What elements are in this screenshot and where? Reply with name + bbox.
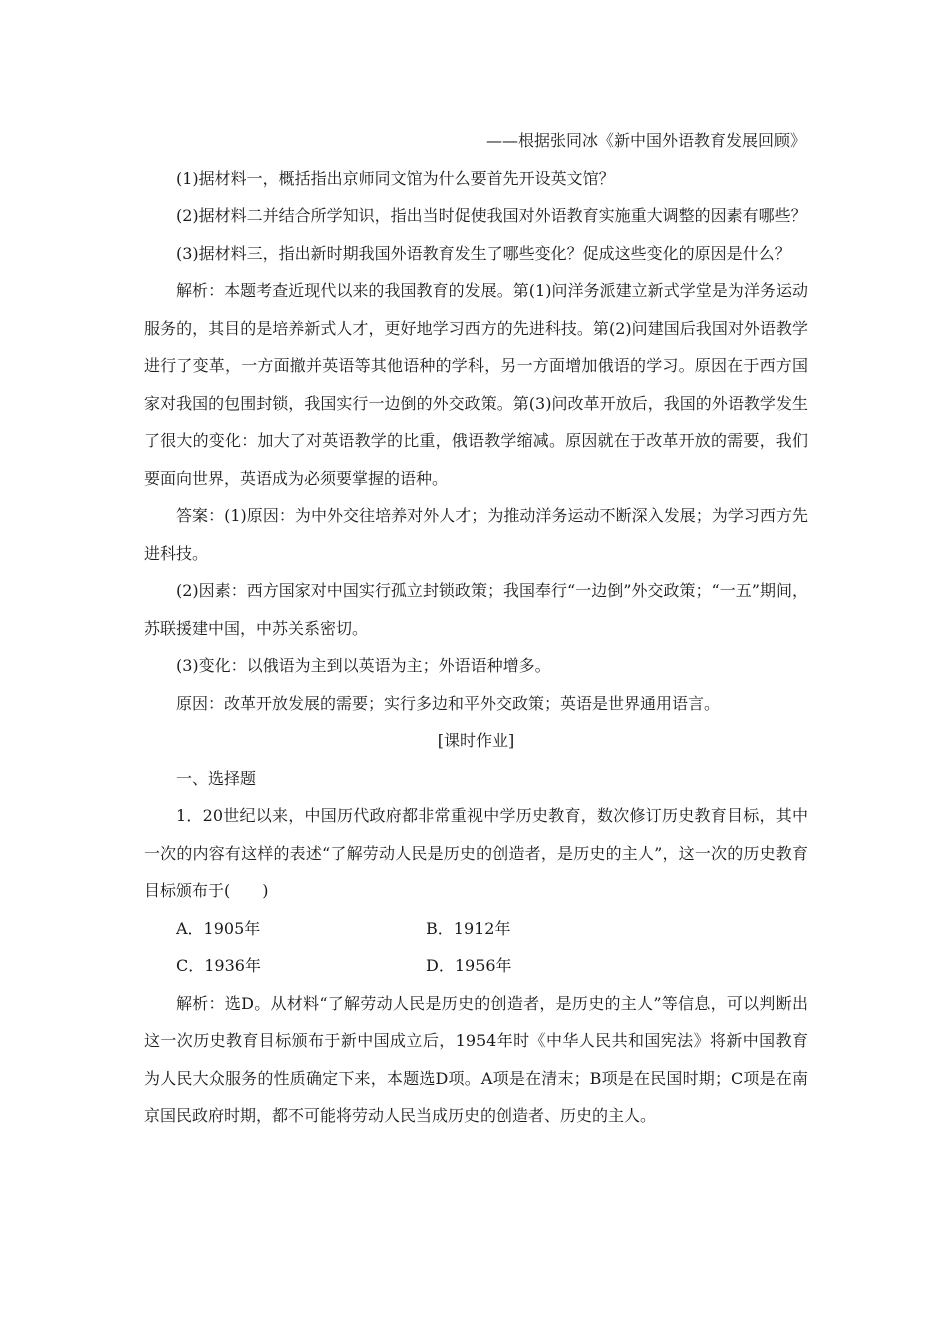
homework-heading: [课时作业] (437, 731, 515, 750)
option-a: A．1905年 (176, 918, 261, 938)
answer-2: (2)因素：西方国家对中国实行孤立封锁政策；我国奉行“一边倒”外交政策；“一五”期间，苏联援建中国，中苏关系密切。 (144, 581, 808, 638)
question-1-prompt: (1)据材料一，概括指出京师同文馆为什么要首先开设英文馆？ (176, 168, 615, 188)
section-heading: 一、选择题 (176, 768, 257, 788)
mcq-1-options-row-1 (144, 910, 808, 948)
analysis-paragraph: 解析：本题考查近现代以来的我国教育的发展。第(1)问洋务派建立新式学堂是为洋务运动服务的，其目的是培养新式人才，更好地学习西方的先进科技。第(2)问建国后我国对外语教学进行了变革，一方面撤并英语等其他语种的学科，另一方面增加俄语的学习。原因在于西方国家对我国的包围封锁，我国实行一边倒的外交政策。第(3)问改革开放后，我国的外语教学发生了很大的变化：加大了对英语教学的比重，俄语教学缩减。原因就在于改革开放的需要，我们要面向世界，英语成为必须要掌握的语种。 (144, 281, 808, 488)
source-citation: ——根据张同冰《新中国外语教育发展回顾》 (485, 131, 806, 150)
mcq-1-options-row-2 (144, 947, 808, 985)
mcq-1-analysis: 解析：选D。从材料“了解劳动人民是历史的创造者，是历史的主人”等信息，可以判断出这一次历史教育目标颁布于新中国成立后，1954年时《中华人民共和国宪法》将新中国教育为人民大众服务的性质确定下来，本题选D项。A项是在清末；B项是在民国时期；C项是在南京国民政府时期，都不可能将劳动人民当成历史的创造者、历史的主人。 (144, 993, 808, 1125)
answer-3: (3)变化：以俄语为主到以英语为主；外语语种增多。 (176, 656, 551, 675)
option-c: C．1936年 (176, 956, 261, 975)
answer-1: 答案：(1)原因：为中外交往培养对外人才；为推动洋务运动不断深入发展；为学习西方先进科技。 (144, 506, 808, 563)
answer-3-reason: 原因：改革开放发展的需要；实行多边和平外交政策；英语是世界通用语言。 (176, 693, 721, 713)
document-body (144, 122, 808, 1135)
option-d: D．1956年 (426, 956, 512, 975)
question-3-prompt: (3)据材料三，指出新时期我国外语教育发生了哪些变化？促成这些变化的原因是什么？ (176, 243, 791, 263)
option-b: B．1912年 (426, 918, 511, 938)
mcq-1-stem: 1．20世纪以来，中国历代政府都非常重视中学历史教育，数次修订历史教育目标，其中一次的内容有这样的表述“了解劳动人民是历史的创造者，是历史的主人”，这一次的历史教育目标颁布于( ) (144, 806, 808, 900)
question-2-prompt: (2)据材料二并结合所学知识，指出当时促使我国对外语教育实施重大调整的因素有哪些？ (176, 206, 807, 225)
